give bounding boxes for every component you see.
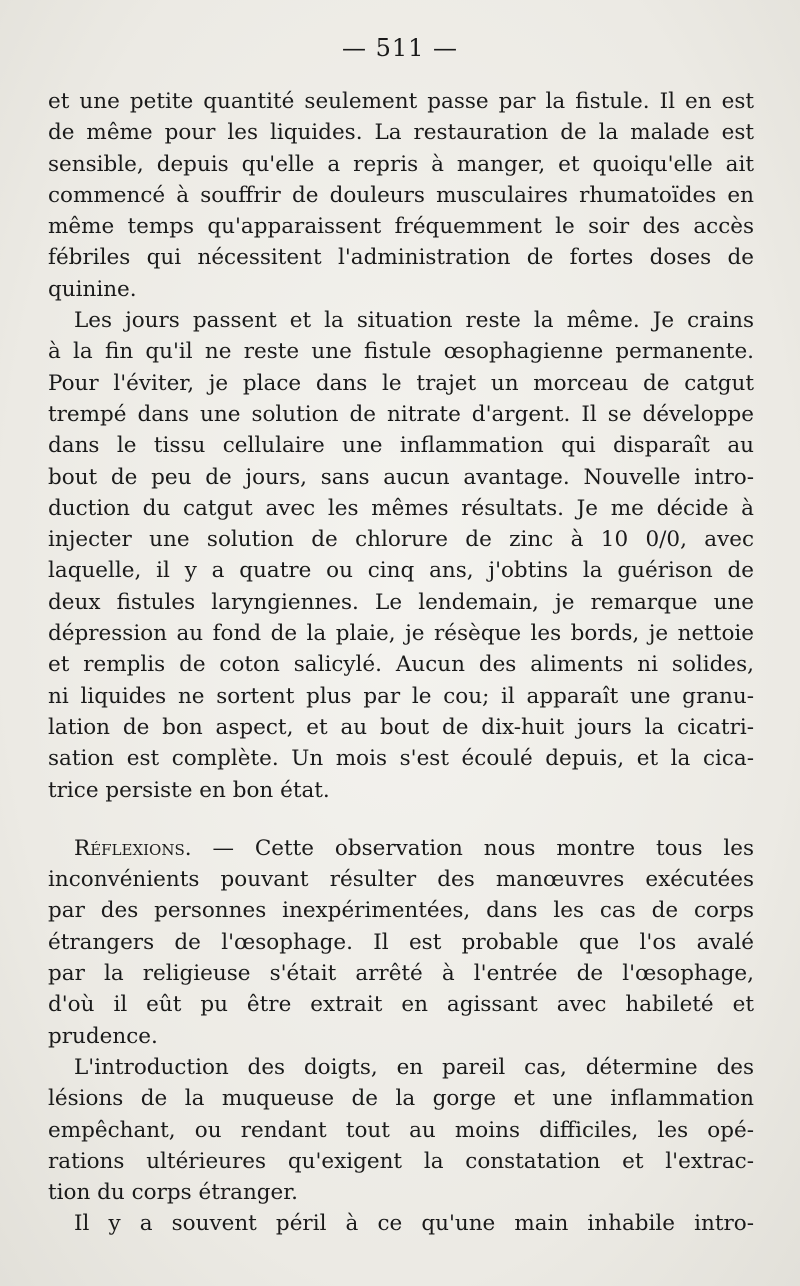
text-line: duction du catgut avec les mêmes résultats. Je me décide à — [48, 495, 754, 521]
text-line: laquelle, il y a quatre ou cinq ans, j'obtins la guérison de — [48, 558, 754, 584]
text-line: trempé dans une solution de nitrate d'argent. Il se développe — [48, 401, 754, 427]
paragraph — [48, 1208, 754, 1239]
text-line: fébriles qui nécessitent l'administration de fortes doses de — [48, 245, 754, 271]
text-line: sation est complète. Un mois s'est écoulé depuis, et la cica- — [48, 746, 754, 772]
paragraph — [48, 305, 754, 806]
text-line: empêchant, ou rendant tout au moins difficiles, les opé- — [48, 1117, 754, 1143]
text-line: de même pour les liquides. La restauration de la malade est — [48, 120, 754, 146]
text-line — [48, 833, 754, 864]
paragraph — [48, 1052, 754, 1208]
text-line: Il y a souvent péril à ce qu'une main inhabile intro- — [74, 1211, 754, 1237]
text-line: dépression au fond de la plaie, je résèque les bords, je nettoie — [48, 621, 754, 647]
text-line: prudence. — [48, 1023, 158, 1049]
text-line: même temps qu'apparaissent fréquemment le soir des accès — [48, 214, 754, 240]
text-line: étrangers de l'œsophage. Il est probable que l'os avalé — [48, 929, 754, 955]
text-line: Pour l'éviter, je place dans le trajet un morceau de catgut — [48, 370, 754, 396]
text-line: par des personnes inexpérimentées, dans les cas de corps — [48, 898, 754, 924]
text-line: quinine. — [48, 276, 137, 302]
text-line: deux fistules laryngiennes. Le lendemain, je remarque une — [48, 589, 754, 615]
paragraph — [48, 86, 754, 305]
text-line: dans le tissu cellulaire une inflammation qui disparaît au — [48, 433, 754, 459]
paragraph — [48, 833, 754, 1052]
body-text — [48, 86, 754, 1240]
text-line: bout de peu de jours, sans aucun avantage. Nouvelle intro- — [48, 464, 754, 490]
text-line: trice persiste en bon état. — [48, 777, 330, 803]
text-line: commencé à souffrir de douleurs musculaires rhumatoïdes en — [48, 182, 754, 208]
text-line: rations ultérieures qu'exigent la constatation et l'extrac- — [48, 1148, 754, 1174]
text-line: lésions de la muqueuse de la gorge et une inflammation — [48, 1086, 754, 1112]
text-line: sensible, depuis qu'elle a repris à manger, et quoiqu'elle ait — [48, 151, 754, 177]
text-line: inconvénients pouvant résulter des manœuvres exécutées — [48, 867, 754, 893]
text-line: par la religieuse s'était arrêté à l'entrée de l'œsophage, — [48, 961, 754, 987]
text-line: et remplis de coton salicylé. Aucun des aliments ni solides, — [48, 652, 754, 678]
text-line: L'introduction des doigts, en pareil cas, détermine des — [74, 1054, 754, 1080]
text-line: injecter une solution de chlorure de zinc à 10 0/0, avec — [48, 527, 754, 553]
text-line: et une petite quantité seulement passe par la fistule. Il en est — [48, 89, 754, 114]
section-gap — [48, 806, 754, 833]
section-heading: Réflexions. — [74, 835, 192, 861]
text-line: d'où il eût pu être extrait en agissant avec habileté et — [48, 992, 754, 1018]
text-line: Les jours passent et la situation reste la même. Je crains — [74, 308, 754, 334]
text-line: à la fin qu'il ne reste une fistule œsophagienne permanente. — [48, 339, 754, 365]
text-line: lation de bon aspect, et au bout de dix-huit jours la cicatri- — [48, 714, 754, 740]
page-number: — 511 — — [341, 34, 459, 62]
text-line: ni liquides ne sortent plus par le cou; il apparaît une granu- — [48, 683, 754, 709]
text-span: — Cette observation nous montre tous les — [191, 835, 754, 861]
text-line: tion du corps étranger. — [48, 1180, 299, 1206]
